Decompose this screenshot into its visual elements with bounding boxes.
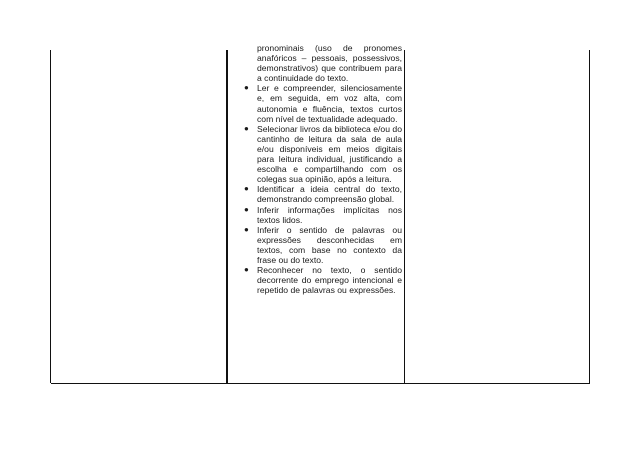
list-item <box>230 184 402 204</box>
list-item-text: Inferir o sentido de palavras ou expressões desconhecidas em textos, com base no contexto da frase ou do texto. <box>257 224 402 265</box>
bullet-icon: ● <box>244 265 249 275</box>
continued-paragraph: pronominais (uso de pronomes anafóricos – pessoais, possessivos, demonstrativos) que contribuem para a continuidade do texto. <box>257 43 402 84</box>
table-cell-skills <box>230 43 402 295</box>
bullet-icon: ● <box>244 224 249 234</box>
bullet-icon: ● <box>244 83 249 93</box>
bullet-icon: ● <box>244 204 249 214</box>
bullet-icon: ● <box>244 184 249 194</box>
list-item <box>230 265 402 295</box>
table-border-right <box>589 50 590 383</box>
list-item <box>230 205 402 225</box>
list-item-text: Identificar a ideia central do texto, demonstrando compreensão global. <box>257 184 402 205</box>
list-item <box>230 83 402 123</box>
list-item <box>230 124 402 185</box>
table-border-left <box>50 50 51 383</box>
bullet-icon: ● <box>244 123 249 133</box>
list-item-text: Reconhecer no texto, o sentido decorrente do emprego intencional e repetido de palavras ou expressões. <box>257 265 402 296</box>
list-item-text: Selecionar livros da biblioteca e/ou do cantinho de leitura da sala de aula e/ou disponíveis em meios digitais para leitura individual, justificando a escolha e compartilhando com os colegas sua opinião, após a leitura. <box>257 123 402 185</box>
table-border-column-2 <box>404 50 405 383</box>
list-item <box>230 225 402 265</box>
skills-list <box>230 83 402 295</box>
table-border-column-1 <box>226 50 228 383</box>
list-item-text: Inferir informações implícitas nos textos lidos. <box>257 204 402 225</box>
table-border-bottom <box>51 383 590 384</box>
list-item-text: Ler e compreender, silenciosamente e, em seguida, em voz alta, com autonomia e fluência, textos curtos com nível de textualidade adequado. <box>257 83 402 124</box>
